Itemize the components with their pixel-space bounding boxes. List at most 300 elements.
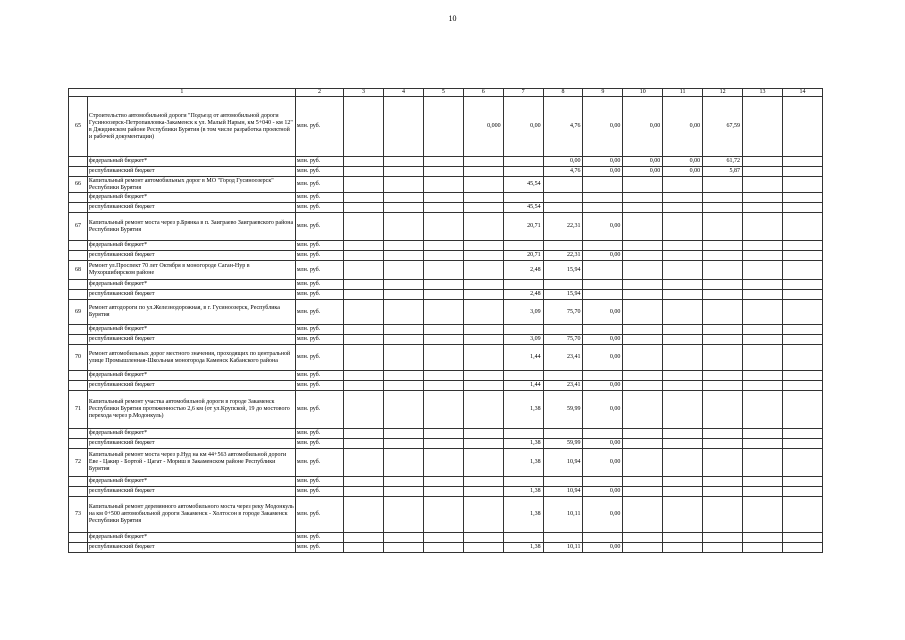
value-cell [423, 533, 463, 543]
value-cell [663, 280, 703, 290]
row-number: 69 [69, 300, 88, 325]
value-cell [623, 261, 663, 280]
value-cell [743, 449, 783, 477]
value-cell [743, 391, 783, 429]
row-unit: млн. руб. [295, 325, 343, 335]
value-cell: 67,59 [703, 97, 743, 157]
value-cell [583, 290, 623, 300]
value-cell [543, 177, 583, 193]
row-unit: млн. руб. [295, 251, 343, 261]
value-cell [384, 497, 424, 533]
value-cell [743, 371, 783, 381]
value-cell [543, 477, 583, 487]
value-cell [782, 345, 822, 371]
value-cell [463, 533, 503, 543]
value-cell [703, 280, 743, 290]
value-cell [384, 391, 424, 429]
value-cell [623, 371, 663, 381]
value-cell [344, 335, 384, 345]
value-cell [663, 193, 703, 203]
budget-source-row [69, 543, 823, 553]
value-cell [703, 325, 743, 335]
value-cell [423, 280, 463, 290]
value-cell [423, 193, 463, 203]
value-cell [384, 280, 424, 290]
row-name: федеральный бюджет* [87, 371, 295, 381]
value-cell [463, 157, 503, 167]
value-cell [623, 429, 663, 439]
value-cell [782, 177, 822, 193]
project-row [69, 213, 823, 241]
value-cell [463, 381, 503, 391]
value-cell [663, 300, 703, 325]
value-cell: 20,71 [503, 251, 543, 261]
value-cell: 45,54 [503, 203, 543, 213]
row-name: федеральный бюджет* [87, 477, 295, 487]
value-cell [703, 381, 743, 391]
row-number [69, 157, 88, 167]
page-number: 10 [448, 14, 457, 23]
value-cell [663, 371, 703, 381]
value-cell [703, 193, 743, 203]
row-name: Капитальный ремонт автомобильных дорог в МО "Город Гусиноозерск" Республики Бурятия [87, 177, 295, 193]
row-unit: млн. руб. [295, 167, 343, 177]
column-header: 6 [463, 89, 503, 97]
value-cell [743, 533, 783, 543]
value-cell [583, 429, 623, 439]
row-unit: млн. руб. [295, 439, 343, 449]
value-cell [384, 213, 424, 241]
value-cell [663, 487, 703, 497]
value-cell [384, 449, 424, 477]
value-cell [423, 241, 463, 251]
value-cell: 22,31 [543, 213, 583, 241]
value-cell: 75,70 [543, 335, 583, 345]
row-name: республиканский бюджет [87, 487, 295, 497]
value-cell [583, 177, 623, 193]
value-cell [703, 177, 743, 193]
value-cell [384, 335, 424, 345]
value-cell [743, 477, 783, 487]
value-cell [423, 97, 463, 157]
row-name: республиканский бюджет [87, 167, 295, 177]
value-cell [423, 449, 463, 477]
value-cell [782, 261, 822, 280]
value-cell [423, 300, 463, 325]
value-cell: 1,38 [503, 497, 543, 533]
value-cell [543, 371, 583, 381]
value-cell: 0,00 [623, 157, 663, 167]
row-name: Ремонт автодороги по ул.Железнодорожная, в г. Гусиноозерск, Республика Бурятия [87, 300, 295, 325]
row-number: 73 [69, 497, 88, 533]
value-cell [663, 203, 703, 213]
value-cell: 1,44 [503, 345, 543, 371]
value-cell [463, 203, 503, 213]
value-cell [503, 157, 543, 167]
row-name: республиканский бюджет [87, 290, 295, 300]
value-cell: 1,38 [503, 391, 543, 429]
value-cell [623, 497, 663, 533]
value-cell [782, 497, 822, 533]
row-unit: млн. руб. [295, 203, 343, 213]
value-cell [703, 449, 743, 477]
value-cell: 45,54 [503, 177, 543, 193]
value-cell [423, 429, 463, 439]
value-cell [623, 543, 663, 553]
value-cell: 0,00 [583, 97, 623, 157]
value-cell [623, 280, 663, 290]
value-cell [623, 487, 663, 497]
value-cell [743, 300, 783, 325]
column-header: 8 [543, 89, 583, 97]
value-cell [623, 325, 663, 335]
project-row [69, 177, 823, 193]
value-cell [743, 241, 783, 251]
budget-source-row [69, 477, 823, 487]
value-cell [384, 300, 424, 325]
value-cell [743, 345, 783, 371]
value-cell [463, 543, 503, 553]
value-cell [743, 381, 783, 391]
budget-source-row [69, 429, 823, 439]
value-cell [743, 203, 783, 213]
value-cell [423, 203, 463, 213]
row-number: 66 [69, 177, 88, 193]
value-cell [463, 290, 503, 300]
value-cell: 0,00 [583, 391, 623, 429]
value-cell [703, 371, 743, 381]
column-header: 11 [663, 89, 703, 97]
value-cell [463, 487, 503, 497]
value-cell [663, 335, 703, 345]
value-cell: 0,00 [543, 157, 583, 167]
row-name: республиканский бюджет [87, 543, 295, 553]
budget-table [68, 88, 823, 553]
column-header: 3 [344, 89, 384, 97]
budget-source-row [69, 371, 823, 381]
budget-source-row [69, 157, 823, 167]
value-cell [703, 497, 743, 533]
row-unit: млн. руб. [295, 335, 343, 345]
value-cell [503, 533, 543, 543]
value-cell [423, 391, 463, 429]
row-number: 71 [69, 391, 88, 429]
value-cell [423, 335, 463, 345]
row-name: федеральный бюджет* [87, 241, 295, 251]
value-cell: 10,94 [543, 487, 583, 497]
value-cell [423, 290, 463, 300]
value-cell [782, 533, 822, 543]
value-cell [463, 325, 503, 335]
value-cell [423, 157, 463, 167]
row-name: республиканский бюджет [87, 251, 295, 261]
value-cell [423, 487, 463, 497]
value-cell [782, 167, 822, 177]
value-cell: 61,72 [703, 157, 743, 167]
value-cell [703, 241, 743, 251]
row-number [69, 335, 88, 345]
value-cell [782, 325, 822, 335]
value-cell: 2,48 [503, 290, 543, 300]
value-cell [703, 429, 743, 439]
row-number [69, 241, 88, 251]
value-cell [344, 439, 384, 449]
value-cell: 0,00 [583, 167, 623, 177]
row-name: республиканский бюджет [87, 439, 295, 449]
value-cell [463, 391, 503, 429]
project-row [69, 497, 823, 533]
value-cell [663, 381, 703, 391]
value-cell [423, 543, 463, 553]
value-cell [463, 449, 503, 477]
value-cell [782, 381, 822, 391]
value-cell [423, 261, 463, 280]
value-cell: 20,71 [503, 213, 543, 241]
value-cell [782, 97, 822, 157]
row-number [69, 167, 88, 177]
value-cell [384, 203, 424, 213]
value-cell [782, 477, 822, 487]
value-cell [663, 533, 703, 543]
value-cell [543, 203, 583, 213]
value-cell [463, 371, 503, 381]
value-cell: 0,00 [663, 167, 703, 177]
value-cell: 0,00 [663, 97, 703, 157]
row-unit: млн. руб. [295, 381, 343, 391]
row-name: федеральный бюджет* [87, 157, 295, 167]
project-row [69, 300, 823, 325]
value-cell [423, 213, 463, 241]
value-cell: 3,09 [503, 300, 543, 325]
value-cell [663, 429, 703, 439]
value-cell [423, 325, 463, 335]
value-cell: 23,41 [543, 345, 583, 371]
row-unit: млн. руб. [295, 193, 343, 203]
value-cell [782, 290, 822, 300]
value-cell [663, 325, 703, 335]
value-cell [623, 300, 663, 325]
value-cell [384, 543, 424, 553]
value-cell [463, 213, 503, 241]
value-cell: 0,00 [503, 97, 543, 157]
value-cell [623, 290, 663, 300]
row-number [69, 325, 88, 335]
row-unit: млн. руб. [295, 497, 343, 533]
value-cell [583, 280, 623, 290]
row-unit: млн. руб. [295, 300, 343, 325]
value-cell [384, 261, 424, 280]
column-header: 7 [503, 89, 543, 97]
value-cell [623, 391, 663, 429]
value-cell [663, 241, 703, 251]
project-row [69, 391, 823, 429]
value-cell [503, 280, 543, 290]
value-cell [344, 177, 384, 193]
budget-source-row [69, 280, 823, 290]
value-cell [663, 251, 703, 261]
value-cell [782, 213, 822, 241]
value-cell [663, 439, 703, 449]
column-header: 5 [423, 89, 463, 97]
budget-source-row [69, 193, 823, 203]
value-cell [463, 477, 503, 487]
row-unit: млн. руб. [295, 543, 343, 553]
value-cell: 0,00 [583, 300, 623, 325]
value-cell: 0,00 [583, 439, 623, 449]
value-cell [743, 261, 783, 280]
value-cell: 0,00 [583, 213, 623, 241]
value-cell [384, 251, 424, 261]
value-cell [703, 203, 743, 213]
column-header: 14 [782, 89, 822, 97]
value-cell [423, 177, 463, 193]
row-unit: млн. руб. [295, 533, 343, 543]
value-cell [583, 477, 623, 487]
row-number [69, 381, 88, 391]
value-cell [703, 261, 743, 280]
value-cell [344, 290, 384, 300]
row-number [69, 280, 88, 290]
value-cell [463, 241, 503, 251]
value-cell [782, 280, 822, 290]
value-cell [384, 345, 424, 371]
budget-source-row [69, 241, 823, 251]
value-cell [782, 543, 822, 553]
value-cell [583, 261, 623, 280]
value-cell [344, 345, 384, 371]
value-cell: 10,94 [543, 449, 583, 477]
value-cell [344, 371, 384, 381]
value-cell [743, 157, 783, 167]
table-header-row [69, 89, 823, 97]
value-cell [743, 167, 783, 177]
value-cell [623, 193, 663, 203]
value-cell: 3,09 [503, 335, 543, 345]
value-cell [623, 477, 663, 487]
value-cell [503, 193, 543, 203]
value-cell [463, 167, 503, 177]
value-cell [703, 543, 743, 553]
row-number [69, 543, 88, 553]
row-name: Строительство автомобильной дороги "Подъезд от автомобильной дороги Гусиноозерск-Петропавловка-Закаменск к ул. Малый Нарын, км 5+040 - км 12" в Джидинском районе Республики Бурятия (в том числе разработка проектной и рабочей документации) [87, 97, 295, 157]
value-cell [663, 213, 703, 241]
value-cell [463, 280, 503, 290]
value-cell [623, 449, 663, 477]
value-cell [543, 429, 583, 439]
value-cell [344, 213, 384, 241]
value-cell: 15,94 [543, 261, 583, 280]
value-cell [623, 203, 663, 213]
value-cell [463, 193, 503, 203]
value-cell [344, 391, 384, 429]
column-header: 10 [623, 89, 663, 97]
value-cell [703, 391, 743, 429]
value-cell [344, 300, 384, 325]
value-cell [782, 449, 822, 477]
value-cell [743, 325, 783, 335]
value-cell [344, 325, 384, 335]
row-unit: млн. руб. [295, 241, 343, 251]
value-cell [344, 193, 384, 203]
value-cell [344, 97, 384, 157]
budget-source-row [69, 203, 823, 213]
row-name: федеральный бюджет* [87, 280, 295, 290]
value-cell [782, 487, 822, 497]
value-cell [463, 429, 503, 439]
value-cell [384, 381, 424, 391]
value-cell [623, 251, 663, 261]
value-cell [503, 325, 543, 335]
value-cell [663, 177, 703, 193]
row-number: 65 [69, 97, 88, 157]
value-cell: 0,00 [623, 167, 663, 177]
value-cell [623, 241, 663, 251]
value-cell [663, 261, 703, 280]
row-unit: млн. руб. [295, 157, 343, 167]
value-cell [463, 439, 503, 449]
row-number [69, 203, 88, 213]
budget-source-row [69, 167, 823, 177]
value-cell [344, 261, 384, 280]
value-cell [344, 251, 384, 261]
value-cell [663, 497, 703, 533]
row-name: Капитальный ремонт деревянного автомобильного моста через реку Модонкуль на км 0+500 автомобильной дороги Закаменск - Холтосон в городе Закаменск Республики Бурятия [87, 497, 295, 533]
row-unit: млн. руб. [295, 177, 343, 193]
row-unit: млн. руб. [295, 429, 343, 439]
value-cell [344, 477, 384, 487]
value-cell [623, 439, 663, 449]
value-cell: 1,38 [503, 487, 543, 497]
value-cell [743, 429, 783, 439]
value-cell [543, 241, 583, 251]
budget-source-row [69, 325, 823, 335]
value-cell [782, 241, 822, 251]
row-name: Ремонт ул.Проспект 70 лет Октября в моногороде Саган-Нур в Мухоршибирском районе [87, 261, 295, 280]
value-cell [623, 335, 663, 345]
value-cell [583, 325, 623, 335]
value-cell [344, 533, 384, 543]
value-cell [782, 371, 822, 381]
row-unit: млн. руб. [295, 391, 343, 429]
column-header: 13 [743, 89, 783, 97]
value-cell [623, 533, 663, 543]
value-cell: 23,41 [543, 381, 583, 391]
value-cell [663, 543, 703, 553]
value-cell [463, 251, 503, 261]
value-cell: 0,000 [463, 97, 503, 157]
column-header: 4 [384, 89, 424, 97]
row-name: республиканский бюджет [87, 381, 295, 391]
value-cell: 1,38 [503, 439, 543, 449]
value-cell [743, 290, 783, 300]
row-unit: млн. руб. [295, 261, 343, 280]
value-cell [703, 487, 743, 497]
value-cell [423, 371, 463, 381]
value-cell [384, 325, 424, 335]
budget-source-row [69, 251, 823, 261]
row-name: федеральный бюджет* [87, 429, 295, 439]
value-cell: 1,38 [503, 543, 543, 553]
row-number: 67 [69, 213, 88, 241]
value-cell: 4,76 [543, 167, 583, 177]
budget-source-row [69, 290, 823, 300]
value-cell [384, 290, 424, 300]
value-cell [782, 391, 822, 429]
value-cell [583, 241, 623, 251]
row-number [69, 251, 88, 261]
value-cell [623, 345, 663, 371]
value-cell: 0,00 [583, 381, 623, 391]
